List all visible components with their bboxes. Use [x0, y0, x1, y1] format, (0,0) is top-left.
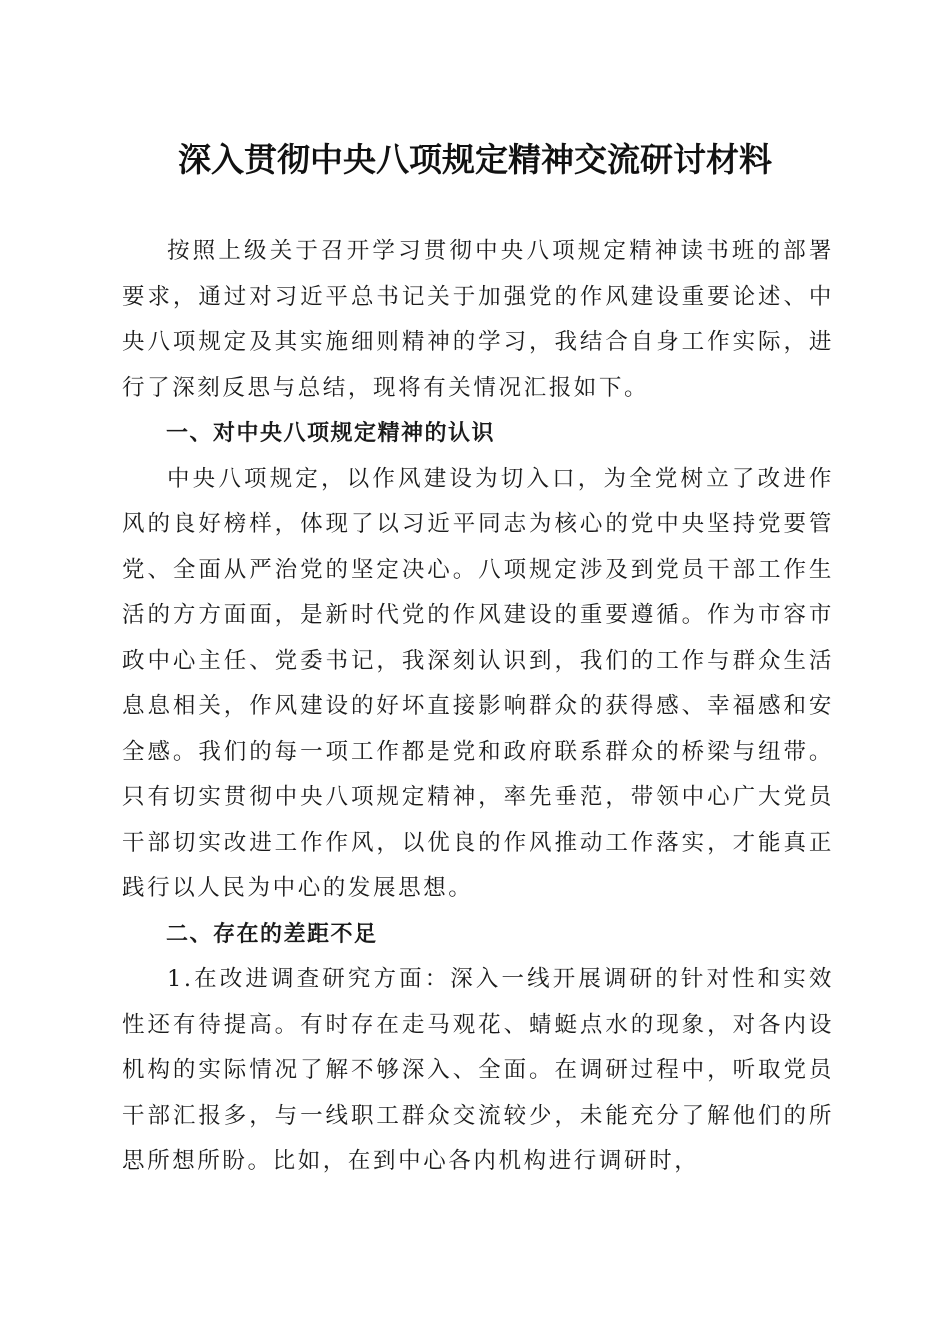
- intro-paragraph: 按照上级关于召开学习贯彻中央八项规定精神读书班的部署要求，通过对习近平总书记关于加强党的作风建设重要论述、中央八项规定及其实施细则精神的学习，我结合自身工作实际，进行了深刻反思与总结，现将有关情况汇报如下。: [122, 238, 834, 401]
- section-awareness: [122, 411, 834, 912]
- section-paragraph-awareness: 中央八项规定，以作风建设为切入口，为全党树立了改进作风的良好榜样，体现了以习近平同志为核心的党中央坚持党要管党、全面从严治党的坚定决心。八项规定涉及到党员干部工作生活的方方面面，是新时代党的作风建设的重要遵循。作为市容市政中心主任、党委书记，我深刻认识到，我们的工作与群众生活息息相关，作风建设的好坏直接影响群众的获得感、幸福感和安全感。我们的每一项工作都是党和政府联系群众的桥梁与纽带。只有切实贯彻中央八项规定精神，率先垂范，带领中心广大党员干部切实改进工作作风，以优良的作风推动工作落实，才能真正践行以人民为中心的发展思想。: [122, 465, 834, 901]
- section-paragraph-gaps: 1.在改进调查研究方面：深入一线开展调研的针对性和实效性还有待提高。有时存在走马观花、蜻蜓点水的现象，对各内设机构的实际情况了解不够深入、全面。在调研过程中，听取党员干部汇报多，与一线职工群众交流较少，未能充分了解他们的所思所想所盼。比如，在到中心各内机构进行调研时，: [122, 966, 834, 1174]
- section-gaps: [122, 912, 834, 1185]
- section-heading-awareness: 一、对中央八项规定精神的认识: [166, 421, 496, 446]
- document-title: 深入贯彻中央八项规定精神交流研讨材料: [178, 140, 772, 179]
- document-body: [122, 229, 834, 1185]
- section-heading-gaps: 二、存在的差距不足: [166, 921, 378, 947]
